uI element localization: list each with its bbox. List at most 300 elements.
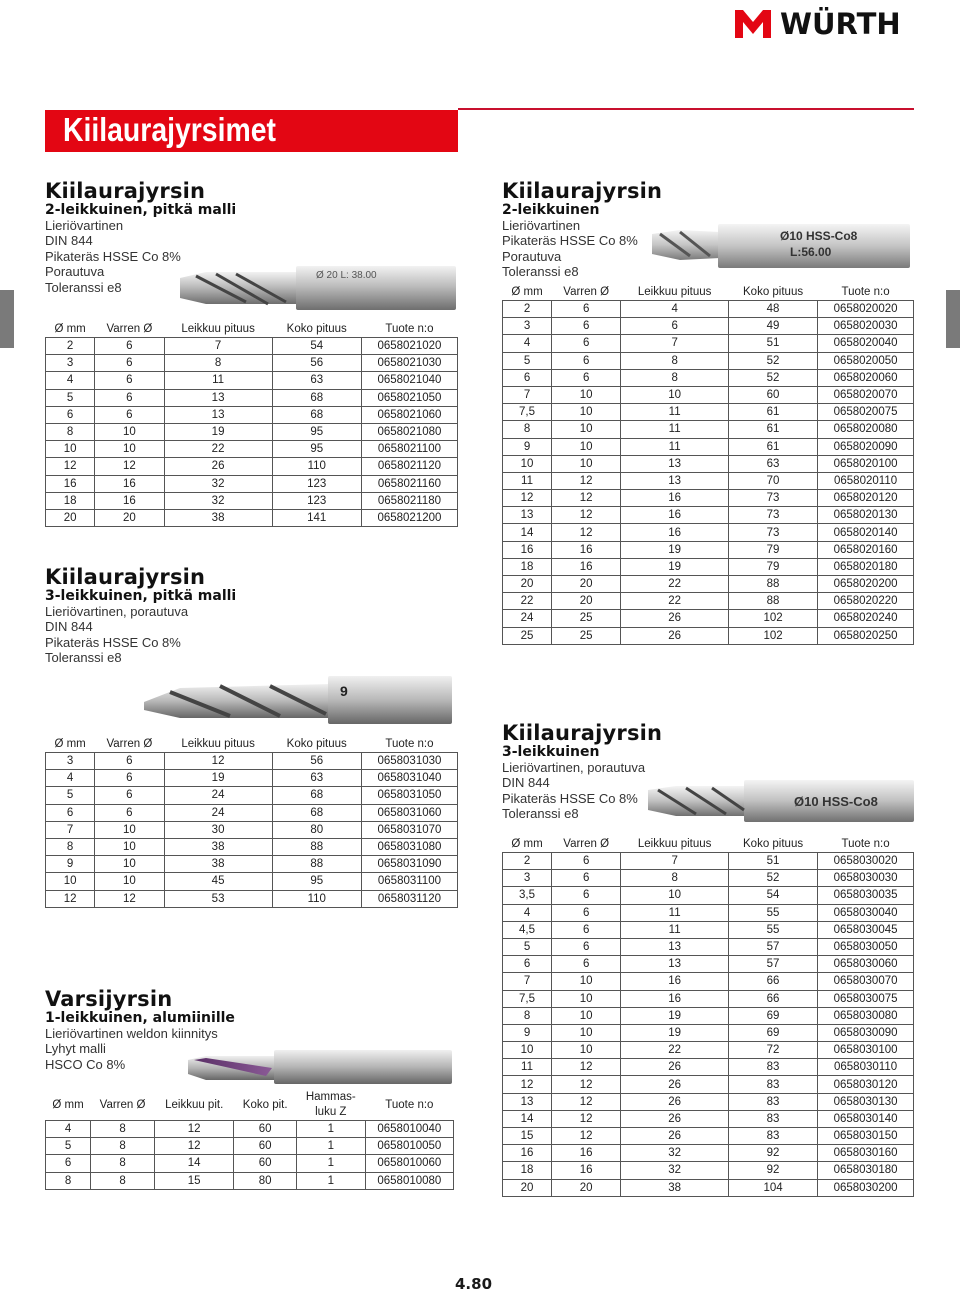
spec-line: Lieriövartinen, porautuva xyxy=(502,760,646,775)
table-row xyxy=(46,1155,454,1172)
spec-line: DIN 844 xyxy=(502,775,550,791)
table-cell: 19 xyxy=(164,423,272,440)
end-mill-image-2-flute-long xyxy=(176,262,458,314)
table-cell: 12 xyxy=(552,507,621,524)
table-cell: 13 xyxy=(621,472,729,489)
table-cell: 61 xyxy=(729,404,818,421)
table-row xyxy=(503,956,914,973)
table-cell: 6 xyxy=(95,770,164,787)
table-cell: 20 xyxy=(503,1179,552,1196)
table-cell: 0658030160 xyxy=(818,1145,914,1162)
table-cell: 12 xyxy=(46,458,95,475)
column-header: Koko pituus xyxy=(272,322,361,338)
table-cell: 6 xyxy=(552,318,621,335)
table-cell: 95 xyxy=(272,423,361,440)
table-cell: 92 xyxy=(729,1162,818,1179)
table-cell: 10 xyxy=(95,423,164,440)
table-cell: 0658021120 xyxy=(361,458,457,475)
table-cell: 63 xyxy=(272,770,361,787)
table-row xyxy=(46,458,458,475)
table-cell: 68 xyxy=(272,804,361,821)
table-cell: 4 xyxy=(46,770,95,787)
end-mill-image-3-flute-long xyxy=(140,672,454,728)
table-cell: 12 xyxy=(552,1076,621,1093)
table-row xyxy=(503,352,914,369)
spec-line: Toleranssi e8 xyxy=(502,264,579,280)
table-cell: 2 xyxy=(503,301,552,318)
spec-line: Toleranssi e8 xyxy=(502,806,579,822)
table-cell: 68 xyxy=(272,787,361,804)
table-cell: 123 xyxy=(272,475,361,492)
spec-line: Lieriövartinen weldon kiinnitys xyxy=(45,1026,218,1041)
table-cell: 83 xyxy=(729,1076,818,1093)
table-cell: 63 xyxy=(729,455,818,472)
product-title: Kiilaurajyrsin xyxy=(45,565,206,589)
table-row xyxy=(503,1145,914,1162)
spec-line: Lieriövartinen xyxy=(502,218,581,233)
table-cell: 0658030110 xyxy=(818,1059,914,1076)
spec-line: Pikateräs HSSE Co 8% xyxy=(502,790,638,806)
table-cell: 10 xyxy=(621,887,729,904)
table-cell: 10 xyxy=(552,421,621,438)
product-subtitle: 3-leikkuinen xyxy=(502,744,600,760)
table-cell: 10 xyxy=(46,441,95,458)
image-marking: L:56.00 xyxy=(790,245,832,259)
column-header: Varren Ø xyxy=(95,737,164,753)
table-row xyxy=(503,438,914,455)
table-cell: 22 xyxy=(621,593,729,610)
table-cell: 7 xyxy=(621,335,729,352)
table-row xyxy=(503,610,914,627)
page-title: Kiilaurajyrsimet xyxy=(63,111,276,148)
column-header: Ø mm xyxy=(46,322,95,338)
table-cell: 0658021040 xyxy=(361,372,457,389)
table-cell: 0658030150 xyxy=(818,1128,914,1145)
table-cell: 6 xyxy=(552,887,621,904)
table-cell: 0658010050 xyxy=(365,1138,453,1155)
product-title: Kiilaurajyrsin xyxy=(502,179,663,203)
table-cell: 12 xyxy=(95,458,164,475)
table-cell: 10 xyxy=(552,1042,621,1059)
table-cell: 12 xyxy=(552,472,621,489)
column-header: Varren Ø xyxy=(552,285,621,301)
table-cell: 26 xyxy=(621,1059,729,1076)
table-cell: 110 xyxy=(272,890,361,907)
column-header: Varren Ø xyxy=(552,837,621,853)
table-cell: 6 xyxy=(552,369,621,386)
table-cell: 16 xyxy=(552,541,621,558)
image-marking: Ø 20 L: 38.00 xyxy=(316,270,377,281)
table-cell: 6 xyxy=(503,369,552,386)
table-cell: 0658020110 xyxy=(818,472,914,489)
table-cell: 16 xyxy=(621,990,729,1007)
table-cell: 8 xyxy=(91,1138,155,1155)
table-cell: 61 xyxy=(729,421,818,438)
column-header: Hammas- luku Z xyxy=(296,1090,365,1121)
table-row xyxy=(46,753,458,770)
table-cell: 4 xyxy=(621,301,729,318)
page-number: 4.80 xyxy=(455,1275,493,1292)
table-row xyxy=(503,318,914,335)
table-cell: 11 xyxy=(621,421,729,438)
table-cell: 7 xyxy=(503,973,552,990)
column-header: Koko pit. xyxy=(234,1090,296,1121)
table-row xyxy=(46,770,458,787)
table-cell: 4,5 xyxy=(503,921,552,938)
table-cell: 5 xyxy=(46,389,95,406)
right-side-tab xyxy=(946,290,960,348)
table-cell: 0658031030 xyxy=(361,753,457,770)
spec-table-2-flute xyxy=(502,285,914,645)
table-cell: 95 xyxy=(272,441,361,458)
table-cell: 0658021160 xyxy=(361,475,457,492)
table-cell: 26 xyxy=(621,1110,729,1127)
table-cell: 69 xyxy=(729,1007,818,1024)
table-cell: 11 xyxy=(503,1059,552,1076)
table-cell: 22 xyxy=(621,1042,729,1059)
column-header: Varren Ø xyxy=(91,1090,155,1121)
table-cell: 0658020020 xyxy=(818,301,914,318)
header-rule xyxy=(458,108,914,110)
column-header: Tuote n:o xyxy=(818,285,914,301)
table-cell: 0658021060 xyxy=(361,406,457,423)
table-cell: 3 xyxy=(46,355,95,372)
table-row xyxy=(46,389,458,406)
table-cell: 88 xyxy=(272,838,361,855)
table-cell: 2 xyxy=(46,338,95,355)
spec-line: DIN 844 xyxy=(45,619,93,635)
table-cell: 12 xyxy=(552,490,621,507)
table-cell: 0658031060 xyxy=(361,804,457,821)
table-cell: 52 xyxy=(729,369,818,386)
table-row xyxy=(503,386,914,403)
table-cell: 48 xyxy=(729,301,818,318)
table-cell: 104 xyxy=(729,1179,818,1196)
product-title: Kiilaurajyrsin xyxy=(45,179,206,203)
table-cell: 32 xyxy=(164,492,272,509)
table-cell: 26 xyxy=(621,1128,729,1145)
table-cell: 51 xyxy=(729,335,818,352)
end-mill-image-3-flute xyxy=(646,776,916,826)
table-cell: 53 xyxy=(164,890,272,907)
spec-line: Porautuva xyxy=(45,264,105,280)
table-cell: 13 xyxy=(621,455,729,472)
table-cell: 6 xyxy=(46,406,95,423)
table-cell: 11 xyxy=(621,404,729,421)
brand-name: WÜRTH xyxy=(780,7,901,41)
table-row xyxy=(46,890,458,907)
table-cell: 83 xyxy=(729,1128,818,1145)
column-header: Koko pituus xyxy=(729,837,818,853)
table-cell: 8 xyxy=(91,1172,155,1189)
column-header: Tuote n:o xyxy=(365,1090,453,1121)
table-row xyxy=(46,372,458,389)
spec-line: Pikateräs HSSE Co 8% xyxy=(502,233,638,249)
table-cell: 0658030040 xyxy=(818,904,914,921)
table-cell: 10 xyxy=(552,990,621,1007)
table-cell: 6 xyxy=(552,853,621,870)
table-cell: 0658030100 xyxy=(818,1042,914,1059)
table-cell: 6 xyxy=(95,338,164,355)
table-row xyxy=(503,1024,914,1041)
table-row xyxy=(46,423,458,440)
table-row xyxy=(503,627,914,644)
table-row xyxy=(46,355,458,372)
table-cell: 16 xyxy=(552,1162,621,1179)
table-row xyxy=(46,1138,454,1155)
table-row xyxy=(503,490,914,507)
table-cell: 15 xyxy=(503,1128,552,1145)
table-cell: 3 xyxy=(503,318,552,335)
table-cell: 1 xyxy=(296,1155,365,1172)
table-cell: 66 xyxy=(729,973,818,990)
spec-line: DIN 844 xyxy=(45,233,93,249)
table-cell: 4 xyxy=(46,1121,91,1138)
table-cell: 0658031120 xyxy=(361,890,457,907)
table-cell: 79 xyxy=(729,558,818,575)
table-cell: 8 xyxy=(503,1007,552,1024)
table-cell: 8 xyxy=(46,1172,91,1189)
table-cell: 0658020100 xyxy=(818,455,914,472)
table-cell: 19 xyxy=(621,541,729,558)
table-cell: 60 xyxy=(729,386,818,403)
table-cell: 5 xyxy=(46,1138,91,1155)
table-row xyxy=(503,870,914,887)
table-cell: 7 xyxy=(503,386,552,403)
table-cell: 0658021100 xyxy=(361,441,457,458)
table-row xyxy=(503,887,914,904)
table-row xyxy=(503,1093,914,1110)
column-header: Ø mm xyxy=(503,285,552,301)
table-cell: 6 xyxy=(95,804,164,821)
table-cell: 0658030020 xyxy=(818,853,914,870)
table-row xyxy=(46,856,458,873)
table-cell: 14 xyxy=(503,1110,552,1127)
product-block-3-flute xyxy=(502,722,662,822)
table-cell: 7 xyxy=(621,853,729,870)
table-cell: 0658020250 xyxy=(818,627,914,644)
column-header: Leikkuu pituus xyxy=(621,837,729,853)
table-cell: 16 xyxy=(621,524,729,541)
table-cell: 52 xyxy=(729,352,818,369)
table-cell: 14 xyxy=(503,524,552,541)
table-row xyxy=(503,1076,914,1093)
table-cell: 26 xyxy=(164,458,272,475)
table-row xyxy=(503,1162,914,1179)
table-cell: 6 xyxy=(95,355,164,372)
table-cell: 80 xyxy=(272,821,361,838)
table-cell: 0658020140 xyxy=(818,524,914,541)
table-row xyxy=(503,404,914,421)
spec-line: Porautuva xyxy=(502,248,562,264)
table-cell: 0658010080 xyxy=(365,1172,453,1189)
table-cell: 0658020240 xyxy=(818,610,914,627)
image-marking: Ø10 HSS-Co8 xyxy=(794,794,878,809)
table-row xyxy=(503,421,914,438)
table-cell: 2 xyxy=(503,853,552,870)
table-cell: 52 xyxy=(729,870,818,887)
table-cell: 11 xyxy=(621,921,729,938)
table-row xyxy=(503,973,914,990)
table-cell: 73 xyxy=(729,490,818,507)
table-cell: 16 xyxy=(503,1145,552,1162)
table-cell: 22 xyxy=(503,593,552,610)
table-row xyxy=(503,369,914,386)
table-row xyxy=(503,1179,914,1196)
table-cell: 6 xyxy=(552,870,621,887)
table-cell: 32 xyxy=(164,475,272,492)
table-cell: 57 xyxy=(729,938,818,955)
table-cell: 0658020080 xyxy=(818,421,914,438)
table-cell: 68 xyxy=(272,389,361,406)
table-cell: 0658021020 xyxy=(361,338,457,355)
table-cell: 19 xyxy=(164,770,272,787)
table-row xyxy=(46,475,458,492)
table-cell: 12 xyxy=(164,753,272,770)
table-row xyxy=(503,1042,914,1059)
table-cell: 6 xyxy=(552,352,621,369)
table-cell: 0658020220 xyxy=(818,593,914,610)
table-cell: 10 xyxy=(95,856,164,873)
table-row xyxy=(503,921,914,938)
table-cell: 4 xyxy=(503,904,552,921)
table-row xyxy=(503,301,914,318)
table-cell: 8 xyxy=(621,870,729,887)
table-cell: 22 xyxy=(621,576,729,593)
table-cell: 6 xyxy=(552,938,621,955)
column-header: Tuote n:o xyxy=(361,322,457,338)
image-marking: 9 xyxy=(340,683,348,699)
table-cell: 20 xyxy=(552,593,621,610)
table-row xyxy=(46,338,458,355)
table-cell: 12 xyxy=(154,1138,234,1155)
table-cell: 6 xyxy=(95,389,164,406)
table-row xyxy=(503,938,914,955)
table-cell: 20 xyxy=(46,509,95,526)
table-cell: 11 xyxy=(621,438,729,455)
table-cell: 25 xyxy=(503,627,552,644)
table-row xyxy=(46,492,458,509)
table-cell: 16 xyxy=(552,1145,621,1162)
table-cell: 19 xyxy=(621,558,729,575)
table-cell: 12 xyxy=(552,1059,621,1076)
table-cell: 10 xyxy=(552,386,621,403)
table-cell: 6 xyxy=(552,301,621,318)
table-row xyxy=(503,990,914,1007)
table-cell: 20 xyxy=(503,576,552,593)
table-cell: 38 xyxy=(164,838,272,855)
table-cell: 10 xyxy=(552,1007,621,1024)
column-header: Ø mm xyxy=(46,1090,91,1121)
spec-line: Lieriövartinen, porautuva xyxy=(45,604,189,619)
spec-line: Lyhyt malli xyxy=(45,1041,106,1057)
table-row xyxy=(46,838,458,855)
table-cell: 12 xyxy=(46,890,95,907)
left-side-tab xyxy=(0,290,14,348)
product-subtitle: 2-leikkuinen xyxy=(502,202,600,218)
product-title: Varsijyrsin xyxy=(45,987,173,1011)
table-cell: 9 xyxy=(503,438,552,455)
table-cell: 6 xyxy=(46,1155,91,1172)
product-subtitle: 2-leikkuinen, pitkä malli xyxy=(45,202,237,218)
table-cell: 22 xyxy=(164,441,272,458)
table-row xyxy=(503,524,914,541)
table-cell: 6 xyxy=(95,787,164,804)
table-cell: 7,5 xyxy=(503,990,552,1007)
table-cell: 80 xyxy=(234,1172,296,1189)
table-row xyxy=(46,1172,454,1189)
table-cell: 12 xyxy=(552,524,621,541)
table-cell: 8 xyxy=(91,1155,155,1172)
table-cell: 88 xyxy=(729,593,818,610)
table-cell: 0658020060 xyxy=(818,369,914,386)
table-cell: 20 xyxy=(95,509,164,526)
table-cell: 8 xyxy=(46,423,95,440)
product-subtitle: 3-leikkuinen, pitkä malli xyxy=(45,588,237,604)
table-cell: 18 xyxy=(503,1162,552,1179)
table-cell: 8 xyxy=(164,355,272,372)
table-cell: 63 xyxy=(272,372,361,389)
table-cell: 49 xyxy=(729,318,818,335)
table-cell: 11 xyxy=(621,904,729,921)
table-cell: 4 xyxy=(46,372,95,389)
table-cell: 4 xyxy=(503,335,552,352)
table-cell: 0658010040 xyxy=(365,1121,453,1138)
table-row xyxy=(46,509,458,526)
table-row xyxy=(503,335,914,352)
title-banner xyxy=(45,110,458,152)
table-cell: 8 xyxy=(46,838,95,855)
table-cell: 60 xyxy=(234,1155,296,1172)
table-cell: 12 xyxy=(154,1121,234,1138)
table-cell: 16 xyxy=(621,490,729,507)
table-cell: 10 xyxy=(95,838,164,855)
table-cell: 10 xyxy=(552,973,621,990)
column-header: Leikkuu pit. xyxy=(154,1090,234,1121)
table-cell: 0658020200 xyxy=(818,576,914,593)
table-cell: 56 xyxy=(272,753,361,770)
table-cell: 12 xyxy=(552,1110,621,1127)
table-cell: 0658020075 xyxy=(818,404,914,421)
table-row xyxy=(46,804,458,821)
table-cell: 10 xyxy=(552,455,621,472)
table-cell: 6 xyxy=(503,956,552,973)
table-cell: 0658031070 xyxy=(361,821,457,838)
table-cell: 16 xyxy=(621,507,729,524)
table-row xyxy=(46,1121,454,1138)
table-row xyxy=(503,576,914,593)
table-cell: 0658020030 xyxy=(818,318,914,335)
table-cell: 16 xyxy=(552,558,621,575)
wurth-logo-mark-icon xyxy=(732,4,774,44)
spec-table-3-flute-long xyxy=(45,737,458,908)
table-cell: 0658030030 xyxy=(818,870,914,887)
table-row xyxy=(46,821,458,838)
table-row xyxy=(46,873,458,890)
table-cell: 25 xyxy=(552,627,621,644)
table-row xyxy=(503,1128,914,1145)
table-cell: 14 xyxy=(154,1155,234,1172)
table-cell: 1 xyxy=(296,1138,365,1155)
table-cell: 60 xyxy=(234,1138,296,1155)
table-cell: 0658030045 xyxy=(818,921,914,938)
table-cell: 54 xyxy=(272,338,361,355)
table-cell: 16 xyxy=(95,475,164,492)
table-cell: 38 xyxy=(164,509,272,526)
table-row xyxy=(503,472,914,489)
table-cell: 0658021200 xyxy=(361,509,457,526)
table-cell: 16 xyxy=(621,973,729,990)
